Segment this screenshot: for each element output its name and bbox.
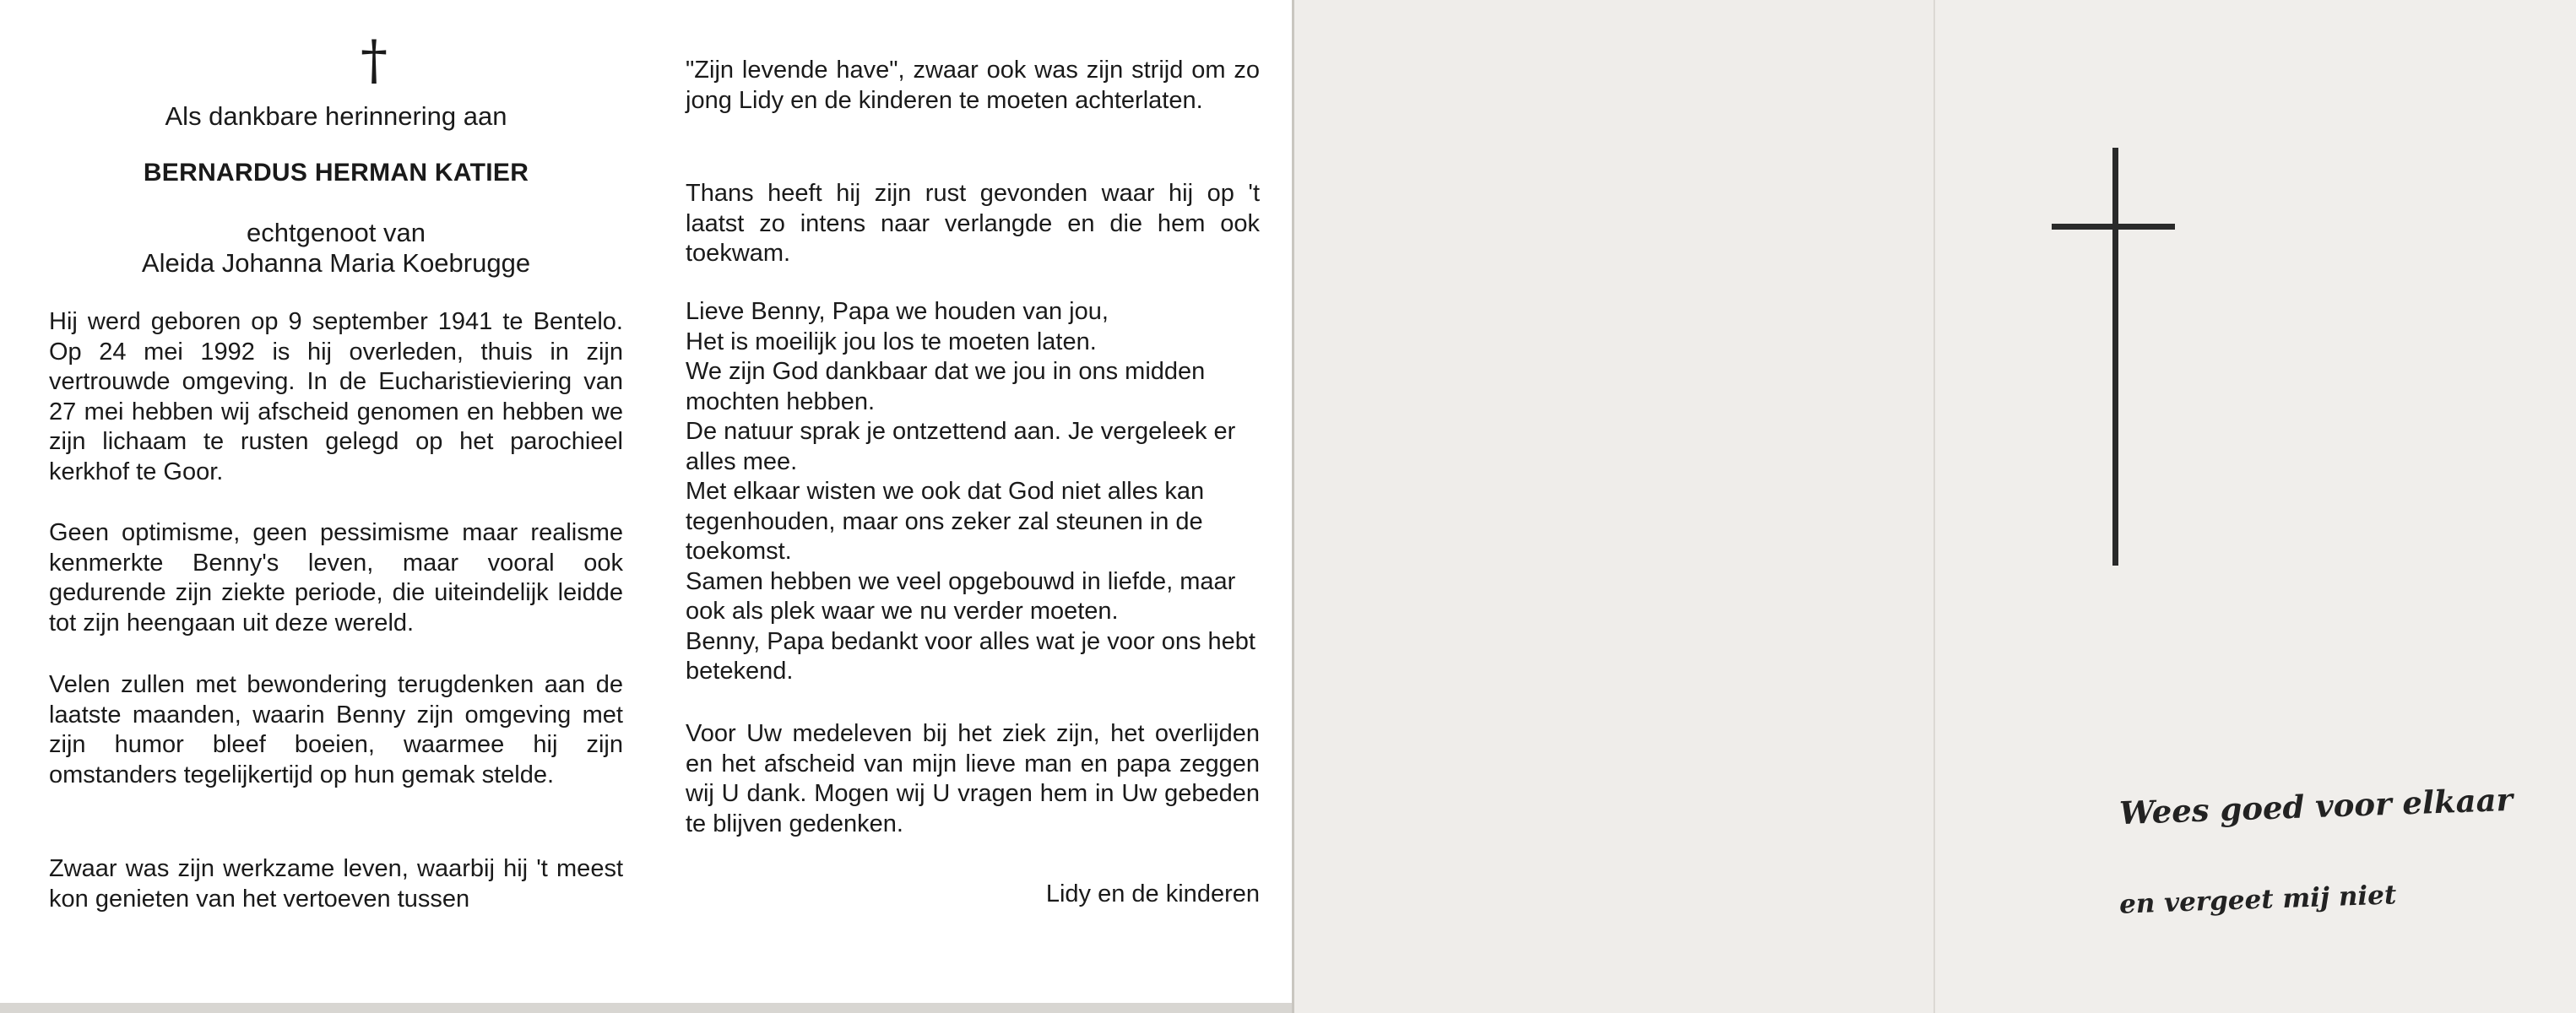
cover-cross-icon [2052, 148, 2187, 570]
family-poem [686, 297, 1260, 687]
deceased-name: BERNARDUS HERMAN KATIER [143, 159, 529, 187]
motto-line-2: en vergeet mij niet [2118, 880, 2397, 920]
struggle-paragraph: "Zijn levende have", zwaar ook was zijn strijd om zo jong Lidy en de kinderen te moeten achterlaten. [686, 57, 1260, 114]
spouse-name: Aleida Johanna Maria Koebrugge [141, 248, 531, 278]
character-paragraph: Geen optimisme, geen pessimisme maar realisme kenmerkte Benny's leven, maar vooral ook gedurende zijn ziekte periode, die uiteindelijk leidde tot zijn heengaan uit deze wereld. [49, 519, 623, 637]
cross-vertical-beam [2112, 148, 2118, 566]
poem-line: Lieve Benny, Papa we houden van jou, [686, 298, 1109, 325]
biography-paragraph: Hij werd geboren op 9 september 1941 te Bentelo. Op 24 mei 1992 is hij overleden, thuis in zijn vertrouwde omgeving. In de Eucharistieviering van 27 mei hebben wij afscheid genomen en hebben we zijn lichaam te rusten gelegd op het parochieel kerkhof te Goor. [49, 308, 623, 485]
poem-line: Samen hebben we veel opgebouwd in liefde, maar ook als plek waar we nu verder moeten. [686, 567, 1236, 625]
poem-line: Het is moeilijk jou los te moeten laten. [686, 328, 1097, 355]
motto-line-1: Wees goed voor elkaar [2118, 780, 2514, 832]
cover-front-panel [1933, 0, 2576, 1013]
working-life-paragraph: Zwaar was zijn werkzame leven, waarbij hij 't meest kon genieten van het vertoeven tussen [49, 855, 623, 913]
poem-line: Met elkaar wisten we ook dat God niet alles kan tegenhouden, maar ons zeker zal steunen in de toekomst. [686, 478, 1205, 565]
rest-paragraph: Thans heeft hij zijn rust gevonden waar hij op 't laatst zo intens naar verlangde en die hem ook toekwam. [686, 180, 1260, 267]
page-bottom-edge [0, 1003, 1292, 1013]
poem-line: We zijn God dankbaar dat we jou in ons midden mochten hebben. [686, 358, 1206, 415]
poem-line: De natuur sprak je ontzettend aan. Je vergeleek er alles mee. [686, 418, 1236, 475]
remembrance-paragraph: Velen zullen met bewondering terugdenken aan de laatste maanden, waarin Benny zijn omgeving met zijn humor bleef boeien, waarmee hij zijn omstanders tegelijkertijd op hun gemak stelde. [49, 671, 623, 788]
spouse-label: echtgenoot van [246, 218, 426, 247]
signature: Lidy en de kinderen [1045, 880, 1260, 907]
thanks-paragraph: Voor Uw medeleven bij het ziek zijn, het overlijden en het afscheid van mijn lieve man en papa zeggen wij U dank. Mogen wij U vragen hem in Uw gebeden te blijven gedenken. [686, 720, 1260, 837]
cover-back-panel [1292, 0, 1933, 1013]
cross-icon: † [361, 30, 388, 92]
memorial-intro: Als dankbare herinnering aan [165, 101, 507, 131]
poem-line: Benny, Papa bedankt voor alles wat je voor ons hebt betekend. [686, 627, 1255, 685]
cross-horizontal-beam [2052, 224, 2175, 230]
